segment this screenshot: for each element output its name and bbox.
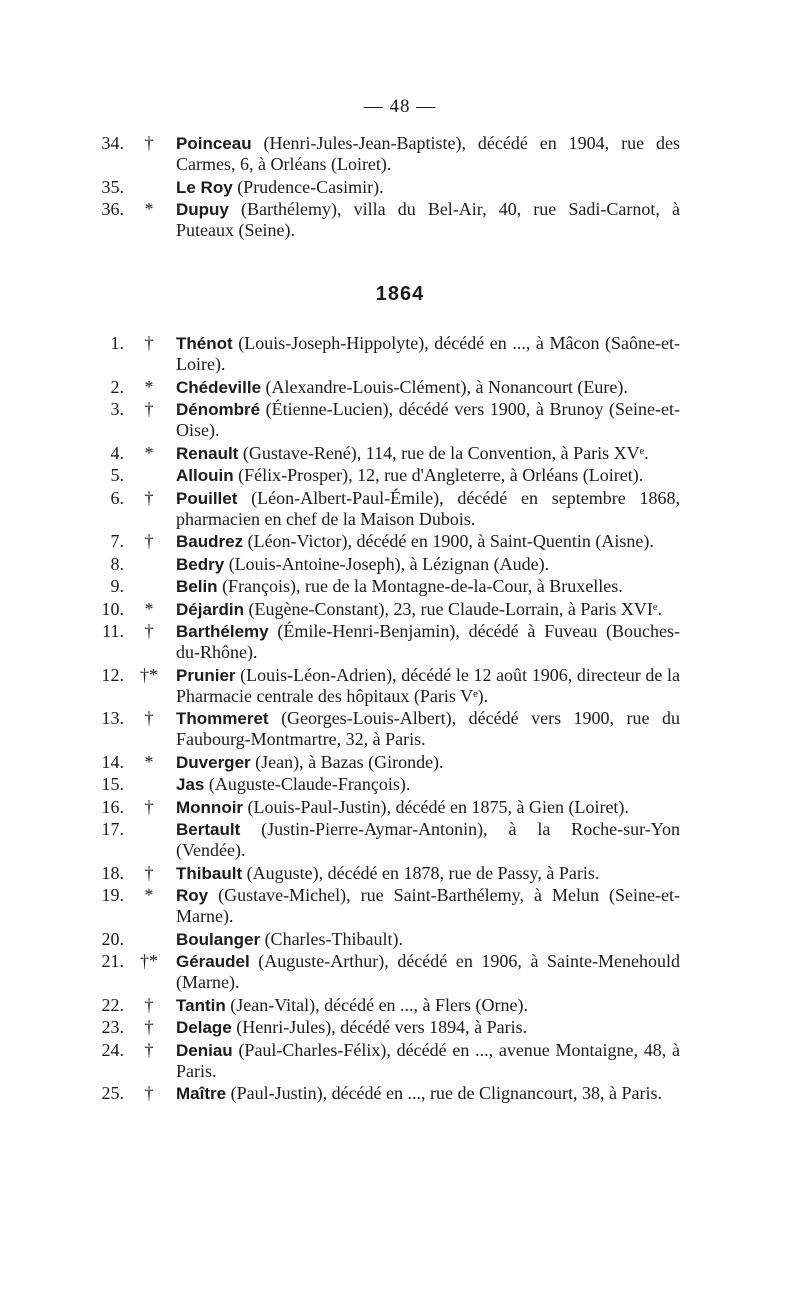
list-item (100, 797, 680, 818)
list-item (100, 465, 680, 486)
entry-name: Déjardin (176, 599, 245, 619)
entry-mark: †* (140, 951, 158, 971)
entry-name: Thibault (176, 863, 243, 883)
list-item (100, 177, 680, 198)
entry-details: (Auguste-Claude-François). (208, 774, 411, 794)
entry-number: 13. (101, 708, 124, 728)
entry-details: (Charles-Thibault). (264, 928, 404, 949)
entry-name: Thommeret (176, 709, 269, 728)
year-heading: 1864 (375, 283, 425, 305)
entry-details: (Gustave-René), 114, rue de la Convention, à Paris XVᵉ. (242, 442, 649, 463)
list-item (100, 554, 680, 575)
entry-name: Duverger (176, 752, 251, 772)
entry-details: (Louis-Antoine-Joseph), à Lézignan (Aude). (228, 553, 550, 574)
entry-number: 6. (110, 487, 124, 508)
list-item (100, 399, 680, 441)
entry-number: 14. (101, 751, 124, 772)
entry-name: Roy (176, 886, 209, 905)
entry-number: 10. (101, 598, 124, 619)
entry-name: Monnoir (176, 797, 244, 817)
list-item (100, 133, 680, 175)
entry-details: (Louis-Joseph-Hippolyte), décédé en ..., à Mâcon (Saône-et-Loire). (176, 333, 680, 374)
entry-name: Allouin (176, 466, 234, 485)
entry-name: Dupuy (176, 200, 229, 219)
entry-name: Belin (176, 577, 218, 596)
list-item (100, 863, 680, 884)
entry-details: (Henri-Jules-Jean-Baptiste), décédé en 1904, rue des Carmes, 6, à Orléans (Loiret). (176, 133, 681, 174)
list-item (100, 774, 680, 795)
entry-mark: † (144, 994, 154, 1015)
entry-details: (Prudence-Casimir). (237, 176, 384, 197)
entry-number: 1. (110, 333, 124, 353)
entry-number: 9. (110, 576, 124, 596)
entry-name: Delage (176, 1018, 232, 1037)
entry-name: Prunier (176, 665, 236, 685)
entry-details: (Léon-Albert-Paul-Émile), décédé en septembre 1868, pharmacien en chef de la Maison Dubois. (176, 487, 680, 529)
list-item (100, 752, 680, 773)
entry-number: 21. (101, 951, 124, 971)
entry-details: (Eugène-Constant), 23, rue Claude-Lorrain, à Paris XVIᵉ. (248, 598, 663, 619)
entry-number: 36. (101, 199, 124, 219)
entry-number: 19. (101, 885, 124, 905)
entry-mark: † (144, 708, 154, 728)
list-item (100, 708, 680, 750)
entry-mark: † (144, 333, 154, 353)
entry-name: Boulanger (176, 929, 261, 949)
entry-mark: † (144, 133, 154, 153)
entry-name: Pouillet (176, 488, 238, 508)
entry-number: 34. (101, 133, 124, 153)
entry-mark: † (144, 399, 154, 419)
entry-details: (Paul-Justin), décédé en ..., rue de Clignancourt, 38, à Paris. (230, 1083, 662, 1103)
page-number: — 48 — (363, 96, 437, 117)
entry-number: 3. (110, 399, 124, 419)
entry-number: 22. (101, 994, 124, 1015)
entry-name: Renault (176, 443, 239, 463)
entry-number: 24. (101, 1039, 124, 1060)
entry-name: Barthélemy (176, 622, 269, 641)
entry-details: (Gustave-Michel), rue Saint-Barthélemy, à Melun (Seine-et-Marne). (176, 885, 680, 926)
entry-name: Chédeville (176, 377, 262, 397)
entry-mark: * (144, 598, 154, 619)
list-item (100, 885, 680, 927)
entry-mark: †* (140, 664, 158, 685)
entry-number: 15. (101, 774, 124, 794)
entry-name: Bedry (176, 554, 225, 574)
list-item (100, 488, 680, 530)
entry-mark: † (144, 531, 154, 551)
entry-details: (Louis-Léon-Adrien), décédé le 12 août 1906, directeur de la Pharmacie centrale des hôpitaux (Paris Vᵉ). (176, 664, 681, 706)
entry-details: (Georges-Louis-Albert), décédé vers 1900, rue du Faubourg-Montmartre, 32, à Paris. (176, 708, 681, 749)
list-item (100, 531, 680, 552)
entry-details: (Barthélemy), villa du Bel-Air, 40, rue Sadi-Carnot, à Puteaux (Seine). (176, 199, 680, 240)
list-item (100, 1017, 680, 1038)
entry-details: (François), rue de la Montagne-de-la-Cour, à Bruxelles. (222, 576, 623, 596)
entry-mark: † (144, 1083, 154, 1103)
list-item (100, 819, 680, 861)
entry-details: (Alexandre-Louis-Clément), à Nonancourt (Eure). (265, 376, 628, 397)
entry-details: (Henri-Jules), décédé vers 1894, à Paris. (236, 1017, 528, 1037)
entry-details: (Auguste-Arthur), décédé en 1906, à Sainte-Menehould (Marne). (176, 951, 681, 992)
list-item (100, 995, 680, 1016)
list-item (100, 599, 680, 620)
entry-mark: † (144, 1017, 154, 1037)
entry-mark: * (144, 376, 154, 397)
list-item (100, 951, 680, 993)
entry-name: Géraudel (176, 952, 250, 971)
entry-details: (Léon-Victor), décédé en 1900, à Saint-Quentin (Aisne). (247, 531, 654, 551)
entry-name: Tantin (176, 995, 226, 1015)
entry-mark: † (144, 862, 154, 883)
entry-name: Bertault (176, 820, 241, 839)
list-item (100, 1040, 680, 1082)
entry-details: (Louis-Paul-Justin), décédé en 1875, à Gien (Loiret). (247, 796, 629, 817)
list-item (100, 333, 680, 375)
entry-number: 17. (101, 819, 124, 839)
entry-number: 23. (101, 1017, 124, 1037)
entry-number: 2. (110, 376, 124, 397)
entry-details: (Félix-Prosper), 12, rue d'Angleterre, à Orléans (Loiret). (238, 465, 644, 485)
entry-mark: * (144, 751, 154, 772)
entry-number: 12. (101, 664, 124, 685)
entries-list-1864 (100, 333, 680, 1106)
list-item (100, 929, 680, 950)
list-item (100, 665, 680, 707)
entry-number: 16. (101, 796, 124, 817)
entry-number: 7. (110, 531, 124, 551)
entry-mark: * (144, 885, 154, 905)
entry-name: Deniau (176, 1040, 233, 1060)
entry-name: Baudrez (176, 532, 244, 551)
entry-mark: * (144, 442, 154, 463)
entry-details: (Paul-Charles-Félix), décédé en ..., avenue Montaigne, 48, à Paris. (176, 1039, 680, 1081)
list-item (100, 199, 680, 241)
entry-details: (Jean-Vital), décédé en ..., à Flers (Orne). (230, 994, 529, 1015)
list-item (100, 377, 680, 398)
entry-number: 20. (101, 928, 124, 949)
entry-number: 11. (102, 621, 124, 641)
list-item (100, 576, 680, 597)
entry-mark: † (144, 487, 154, 508)
entry-number: 18. (101, 862, 124, 883)
list-item (100, 621, 680, 663)
entry-mark: * (144, 199, 154, 219)
entry-mark: † (144, 621, 154, 641)
list-item (100, 1083, 680, 1104)
entry-details: (Émile-Henri-Benjamin), décédé à Fuveau (Bouches-du-Rhône). (176, 621, 680, 662)
entry-name: Thénot (176, 334, 233, 353)
entry-details: (Étienne-Lucien), décédé vers 1900, à Brunoy (Seine-et-Oise). (176, 399, 680, 440)
entry-details: (Justin-Pierre-Aymar-Antonin), à la Roche-sur-Yon (Vendée). (176, 819, 680, 860)
entry-details: (Jean), à Bazas (Gironde). (255, 751, 444, 772)
entry-number: 35. (101, 176, 124, 197)
entry-name: Jas (176, 775, 205, 794)
entries-list-previous-year (100, 133, 680, 243)
entry-name: Maître (176, 1084, 227, 1103)
entry-name: Le Roy (176, 177, 233, 197)
entry-details: (Auguste), décédé en 1878, rue de Passy, à Paris. (246, 862, 600, 883)
entry-mark: † (144, 796, 154, 817)
list-item (100, 443, 680, 464)
entry-number: 25. (101, 1083, 124, 1103)
entry-number: 4. (110, 442, 124, 463)
entry-number: 5. (110, 465, 124, 485)
entry-number: 8. (110, 553, 124, 574)
entry-name: Dénombré (176, 400, 261, 419)
entry-mark: † (144, 1039, 154, 1060)
entry-name: Poinceau (176, 134, 252, 153)
